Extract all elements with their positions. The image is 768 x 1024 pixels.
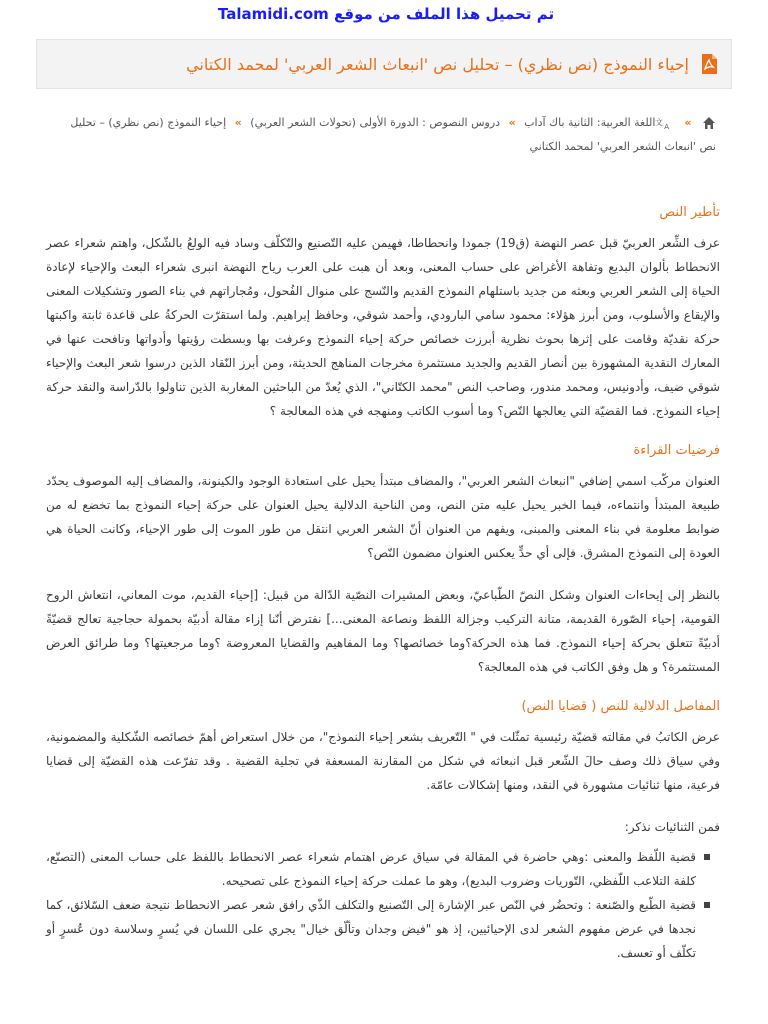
breadcrumb [52, 111, 716, 159]
pdf-icon[interactable] [699, 53, 719, 75]
banner-site-link[interactable]: Talamidi.com [217, 5, 329, 23]
breadcrumb-separator: » [684, 116, 692, 129]
breadcrumb-item-lessons[interactable]: دروس النصوص : الدورة الأولى (تحولات الشعر العربي) [250, 116, 501, 129]
section-heading-issues: المفاصل الدلالية للنص ( قضايا النص) [521, 699, 720, 714]
svg-text:文: 文 [654, 118, 663, 127]
paragraph-hypotheses-title: العنوان مركّب اسمي إضافي "انبعاث الشعر العربي"، والمضاف مبتدأ يحيل على استعادة الوجود والكينونة، والمضاف إليه الموصوف يحدّد طبيعة المبتدأ وانتماءه، فيما الخبر يحيل عليه متن النص، ومن الناحية الدلالية يحيل العنوان على حركة إحياء النموذج بما تخضع له من ضوابط معلومة في بناء المعنى والمبنى، ويفهم من العنوان أنّ الشعر العربي انتقل من طور الموت إلى طور الإحياء، وكانت الحياة هي العودة إلى النموذج المشرق. فإلى أي حدٍّ يعكس العنوان مضمون النّص؟ [46, 474, 720, 560]
breadcrumb-separator: » [234, 116, 242, 129]
paragraph-issues: عرض الكاتبُ في مقالته قضيّة رئيسية تمثّلت في " التّعريف بشعر إحياء النموذج"، من خلال استعراض أهمّ خصائصه الشّكلية والمضمونية، وفي سياق ذلك وصف حالَ الشّعر قبل انبعاثه في شكل من المقارنة المسعفة في تجلية القضية . وقد تفرّعت هذه القضيّة إلى قضايا فرعية، منها ثنائيات مشهورة في النقد، ومنها إشكالات عامّة. [46, 730, 720, 792]
paragraph-framing: عرف الشِّعر العربيّ قبل عصر النهضة (ق19) جمودا وانحطاطا، فهيمن عليه التّصنيع والتّكلّف وساد فيه الولعُ بالشّكل، واهتم شعراء عصر الانحطاط بألوان البديع وتفاهة الأغراض على حساب المعنى، وبعد أن هبت على العرب رياح النهضة انبرى شعراء البعث والإحياء لإعادة الحياة إلى الشعر العربي وبعثه من جديد باستلهام النموذج القديم والنّسج على منوال الفُحول، ومُجاراتهم في بناء الصور وتشكيلات المعنى والإيقاع والأسلوب، ومن أبرز هؤلاء: محمود سامي البارودي، وأحمد شوقي، وحافظ إبراهيم. ولما استقرّت الحركةُ على قاعدة ثابتة واكبتها حركة نقديّة وقامت على إثرها بحوث نظرية أبرزت خصائص حركة إحياء النموذج وعرفت بها وبسطت رؤيتها وأدواتها ونافحت عنها في المعارك النقدية المشهورة بين أنصار القديم والجديد مستثمرة مخرجات المناهج الحديثة، ومن أبرز النّقاد الذين درسوا شعر البعث والإحياء شوقي ضيف، وأدونيس، ومحمد مندور، وصاحب النص "محمد الكتّاني"، الذي يُعدّ من الباحثين المغاربة الذين تناولوا بالدّراسة والنقد حركة إحياء النموذج. فما القضيّة التي يعالجها النّص؟ وما أسوب الكاتب ومنهجه في هذه المعالجة ؟ [46, 236, 721, 418]
article-content [46, 203, 720, 965]
svg-text:A: A [664, 123, 669, 131]
paragraph-pairs-intro: فمن الثنائيات نذكر: [624, 820, 720, 834]
home-icon[interactable] [702, 116, 716, 130]
breadcrumb-item-subject[interactable]: اللغة العربية: الثانية باك آداب [524, 116, 656, 129]
banner-text: تم تحميل هذا الملف من موقع [334, 5, 555, 23]
breadcrumb-separator: » [508, 116, 516, 129]
section-heading-framing: تأطير النص [659, 205, 720, 220]
translate-icon [654, 116, 676, 131]
paragraph-hypotheses-indicators: بالنظر إلى إيحاءات العنوان وشكل النصّ الطّباعيّ، وبعض المشيرات النصّية الدّالة من قبيل: [إحياء القديم، موت المعاني، انتعاش الروح القومية، إحياء الصّورة القديمة، متانة التركيب وجزالة اللفظ ونصاعة المعنى...] نفترض أنّنا إزاء مقالة أدبيّة بحمولة حجاجية تعالج قضيّةً أدبيّةً تتعلق بحركة إحياء النموذج. فما هذه الحركة؟وما خصائصها؟ وما المفاهيم والقضايا المعروضة ؟وما مرجعيتها؟ وما طرائق العرض المستثمرة؟ و هل وفق الكاتب في هذه المعالجة؟ [46, 588, 720, 674]
list-item: قضية الطّبع والصّنعة : وتحضُر في النّص عبر الإشارة إلى التّصنيع والتكلف الذّي رافق شعر عصر الانحطاط نتيجة ضعف السّلائق، كما نجدها في عرض مفهوم الشعر لدى الإحيائيين، إذ هو "فيض وجدان وتألّق خيال" يجري على اللسان في يُسرٍ وسلاسة دون عُسرٍ أو تكلّف أو تعسف. [46, 893, 710, 965]
breadcrumb-item-current: إحياء النموذج (نص نظري) – تحليل نص 'انبعاث الشعر العربي' لمحمد الكتاني [70, 116, 716, 153]
download-banner[interactable] [0, 0, 768, 29]
title-bar [36, 39, 732, 89]
page-title: إحياء النموذج (نص نظري) – تحليل نص 'انبعاث الشعر العربي' لمحمد الكتاني [186, 54, 689, 74]
list-item: قضية اللّفظ والمعنى :وهي حاضرة في المقالة في سياق عرض اهتمام شعراء عصر الانحطاط باللفظ على حساب المعنى (التصنّع، كلفة التلاعب اللّفظي، التّوريات وضروب البديع)، وهو ما عملت حركة إحياء النموذج على تصحيحه. [46, 845, 710, 893]
section-heading-hypotheses: فرضيات القراءة [633, 443, 720, 458]
pairs-list [46, 845, 720, 965]
